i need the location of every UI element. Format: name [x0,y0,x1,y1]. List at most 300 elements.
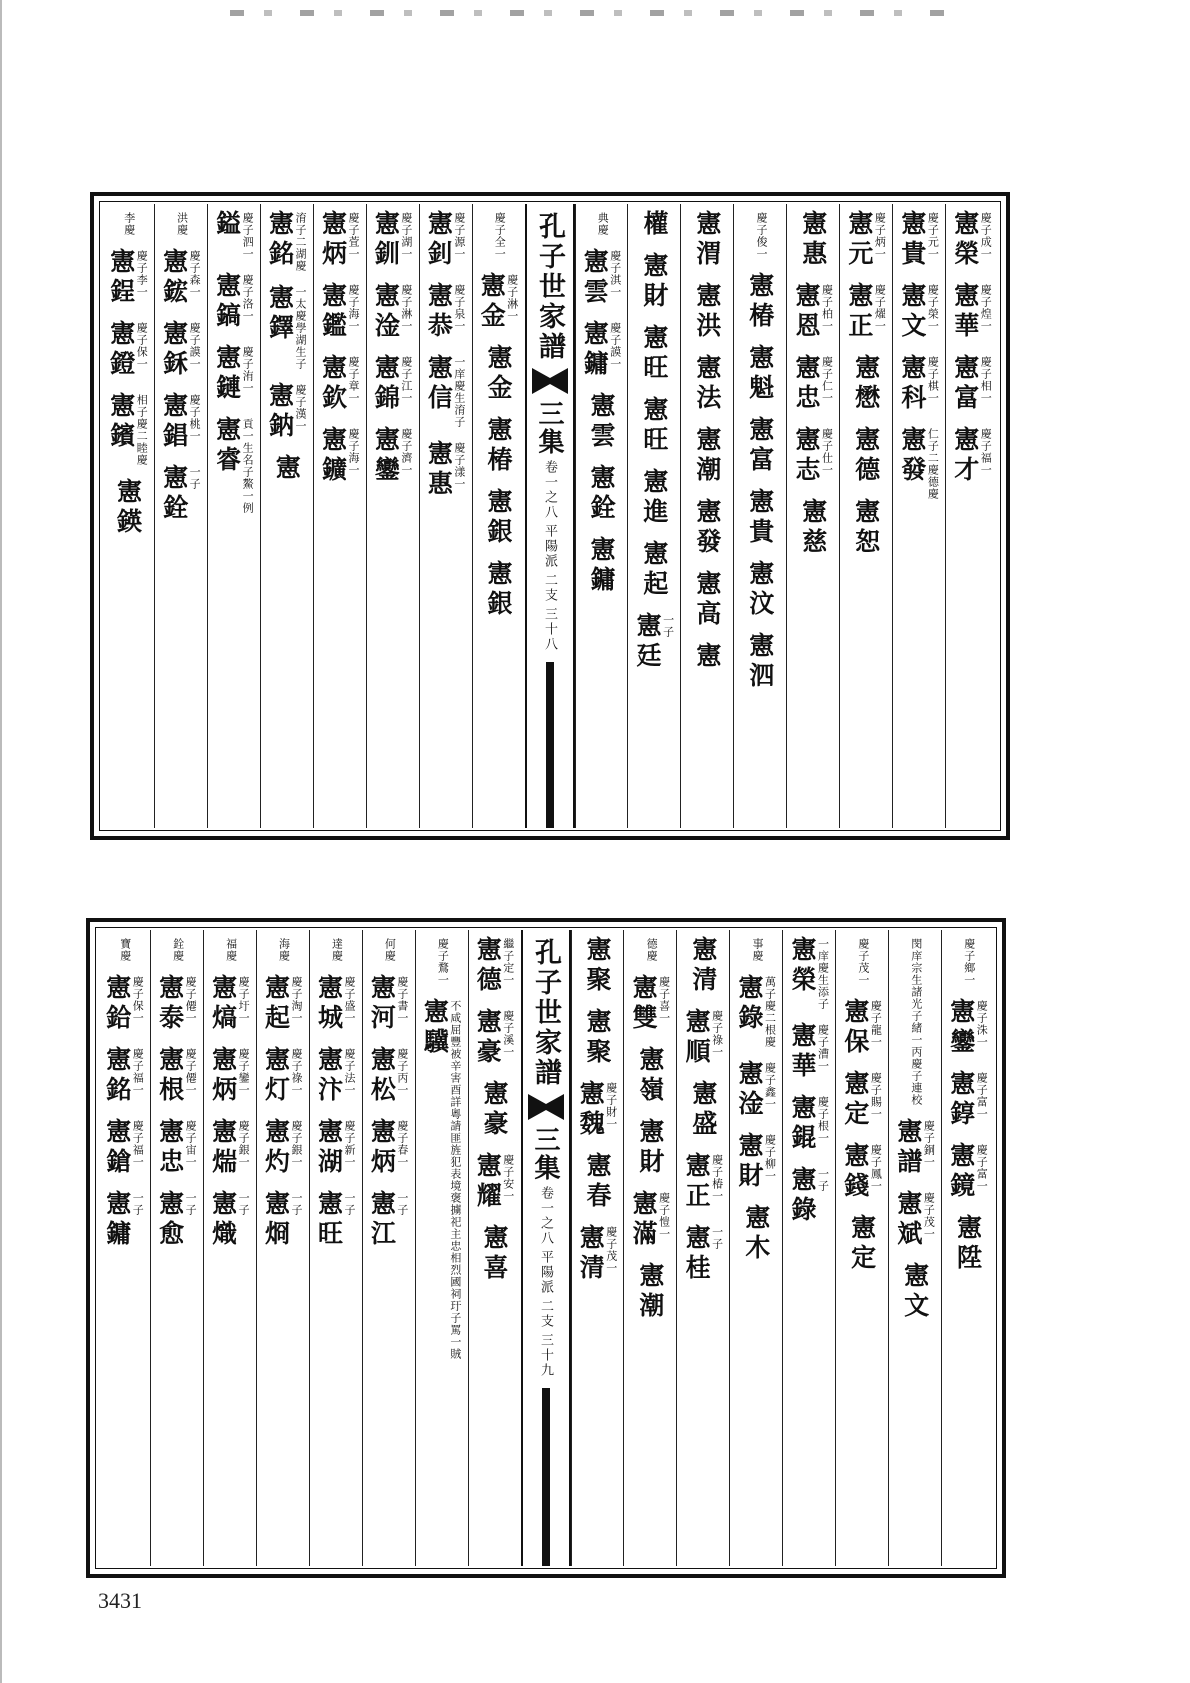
person-name: 憲鑛 [318,426,348,486]
genealogy-entry [369,974,408,1034]
text-column [782,930,835,1566]
person-name: 憲法 [692,354,722,414]
person-name: 憲保 [840,998,870,1058]
genealogy-entry [208,974,251,1034]
person-name: 憲元 [844,210,874,270]
lineage-note: 慶子福一 [131,1120,145,1168]
lineage-note: 何慶 [383,938,397,962]
genealogy-entry [435,936,449,986]
text-column [256,930,309,1566]
lineage-note: 慶子盛一 [342,976,356,1024]
person-name: 憲灯 [261,1046,291,1106]
person-name: 憲熇 [208,974,238,1034]
person-name: 憲鏡 [946,1142,976,1202]
lineage-note: 慶子漢一 [294,384,308,432]
genealogy-entry [117,936,131,962]
person-name: 憲鑾 [371,426,401,486]
lineage-note: 慶子萓一 [346,212,360,260]
genealogy-entry [102,1190,145,1250]
person-name: 憲釧 [371,210,401,270]
book-title: 孔子世家譜 [534,212,565,362]
lineage-note: 慶子銀一 [290,1120,304,1168]
text-column [468,930,521,1566]
genealogy-entry [791,354,834,414]
lineage-note: 慶子賜一 [869,1072,883,1120]
lineage-note: 淯子二湖慶 [294,212,308,272]
genealogy-entry [223,936,237,962]
genealogy-entry [844,210,887,270]
page-number: 3431 [98,1588,142,1613]
lineage-note: 慶子淋一 [399,284,413,332]
lineage-note: 慶子椿一 [710,1154,724,1202]
lineage-note: 慶子俊一 [755,212,769,260]
person-name: 憲金 [477,272,507,332]
lineage-note: 慶子茂一 [604,1226,618,1274]
text-column [623,930,676,1566]
lineage-note: 慶子龍一 [869,1000,883,1048]
person-name: 憲錢 [840,1142,870,1202]
person-name: 憲高 [692,570,722,630]
lineage-note: 一子 [395,1192,409,1216]
person-name: 憲志 [791,426,821,486]
lineage-note: 慶子淋一 [505,274,519,322]
person-name: 憲魁 [745,344,775,404]
person-name: 憲滿 [629,1190,659,1250]
genealogy-entry [106,392,149,466]
fishtail-mark [532,368,568,394]
lineage-note: 一子 [710,1226,724,1250]
person-name: 憲鉿 [102,974,132,1034]
genealogy-entry [329,936,343,962]
person-name: 憲廷 [633,612,663,672]
person-name: 權 [639,210,669,240]
person-name: 憲鋐 [159,248,189,308]
person-name: 憲科 [897,354,927,414]
genealogy-entry [113,478,143,538]
genealogy-entry [426,282,465,342]
person-name: 憲鏞 [580,320,610,380]
person-name: 憲鋥 [106,248,136,308]
center-margin [525,204,575,828]
genealogy-entry [692,642,722,672]
text-column [680,204,733,828]
lineage-note: 慶子保一 [131,976,145,1024]
lineage-note: 慶子榮一 [926,284,940,332]
lineage-note: 慶子安一 [501,1154,515,1202]
lineage-note: 慶子仕一 [820,428,834,476]
person-name: 憲斌 [893,1190,923,1250]
genealogy-entry [745,632,775,692]
person-name: 憲鑑 [318,282,348,342]
genealogy-entry [159,248,202,308]
lineage-note: 慶子僊一 [184,1048,198,1096]
genealogy-entry [745,272,775,332]
genealogy-entry [635,1046,665,1106]
person-name: 憲鐸 [265,284,295,344]
person-name: 憲錕 [787,1094,817,1154]
genealogy-entry [639,210,669,240]
lineage-note: 慶子泉一 [452,284,466,332]
person-name: 憲惠 [798,210,828,270]
person-name: 憲春 [582,1152,612,1212]
genealogy-entry [635,1262,665,1322]
genealogy-entry [582,1008,612,1068]
genealogy-entry [475,936,514,996]
person-name: 憲銓 [159,464,189,524]
person-name: 憲根 [155,1046,185,1106]
text-column [575,204,628,828]
genealogy-entry [265,382,308,442]
lineage-note: 慶子洧一 [241,346,255,394]
lineage-note: 一子 [188,466,202,490]
text-column [892,204,945,828]
lineage-note: 慶子海一 [346,284,360,332]
lineage-note: 典慶 [596,212,610,236]
person-name: 憲炳 [208,1046,238,1106]
lineage-note: 慶子柏一 [820,284,834,332]
person-name: 憲泰 [155,974,185,1034]
person-name: 憲驥 [420,998,450,1058]
lineage-note: 慶子鶩一 [436,938,450,986]
genealogy-entry [741,1204,771,1264]
person-name: 憲忠 [791,354,821,414]
person-name: 憲喜 [480,1224,510,1284]
lineage-note: 慶子宙一 [184,1120,198,1168]
text-column [150,930,203,1566]
genealogy-entry [484,416,514,476]
lineage-note: 慶子濟一 [399,428,413,476]
lineage-note: 慶子富一 [975,1072,989,1120]
text-column [835,930,888,1566]
lineage-note: 一太慶學湖生子 [294,286,308,370]
person-name: 憲鎬 [212,272,242,332]
genealogy-entry [212,416,255,514]
person-name: 憲陞 [953,1214,983,1274]
text-column [729,930,782,1566]
person-name: 憲旺 [639,324,669,384]
text-column [207,204,260,828]
genealogy-entry [844,282,887,342]
genealogy-entry [754,210,768,260]
text-column [627,204,680,828]
person-name: 憲錄 [735,974,764,1034]
person-name: 憲椿 [745,272,775,332]
lineage-note: 慶子煌一 [979,284,993,332]
genealogy-entry [261,974,304,1034]
genealogy-entry [787,1022,830,1082]
genealogy-entry [208,1190,251,1250]
person-name: 憲椿 [484,416,514,476]
genealogy-entry [320,210,359,270]
person-name: 憲洪 [692,282,722,342]
person-name: 憲雙 [629,974,659,1034]
center-sub-branch: 二支 [538,1299,553,1329]
center-leaf: 三十九 [538,1333,553,1378]
person-name: 憲鐙 [106,320,136,380]
lineage-note: 一子 [237,1192,251,1216]
genealogy-entry [582,936,612,996]
genealogy-entry [316,974,355,1034]
person-name: 憲銀 [484,560,514,620]
genealogy-entry [950,354,993,414]
genealogy-entry [787,1166,830,1226]
book-title: 孔子世家譜 [530,938,561,1088]
genealogy-entry [155,974,198,1034]
lineage-note: 一子 [131,1192,145,1216]
genealogy-entry [692,426,722,486]
lineage-note: 慶子茂一 [922,1192,936,1240]
genealogy-entry [639,540,669,600]
person-name: 憲鑌 [106,392,136,452]
person-name: 憲旺 [639,396,669,456]
genealogy-entry [950,210,993,270]
genealogy-entry [639,468,669,528]
person-name: 憲財 [735,1132,764,1192]
lineage-note: 洪慶 [175,212,189,236]
person-name: 憲富 [745,416,775,476]
center-volume: 卷一之八 [542,460,557,520]
lineage-note: 銓慶 [171,938,185,962]
genealogy-entry [897,426,940,500]
lineage-note: 寶慶 [118,938,132,962]
person-name: 憲忠 [155,1118,185,1178]
genealogy-entry [631,974,670,1034]
lineage-note: 慶子仁一 [820,356,834,404]
genealogy-entry [480,1224,510,1284]
text-column [472,204,525,828]
person-name: 憲榮 [950,210,980,270]
lineage-note: 慶子章一 [346,356,360,404]
genealogy-entry [582,320,621,380]
person-name: 憲財 [639,252,669,312]
genealogy-entry [316,1046,355,1106]
text-column [102,204,154,828]
person-name: 憲榮 [787,936,817,996]
genealogy-entry [582,248,621,308]
person-name: 憲炳 [318,210,348,270]
text-column [786,204,839,828]
lineage-note: 慶子鑾一 [237,1048,251,1096]
genealogy-entry [106,320,149,380]
genealogy-entry [692,570,722,630]
lineage-note: 慶子謨一 [188,322,202,370]
genealogy-entry [688,1080,718,1140]
genealogy-entry [159,392,202,452]
text-column [419,204,472,828]
genealogy-entry [692,282,722,342]
person-name: 憲雲 [586,392,616,452]
genealogy-entry [475,1152,514,1212]
lineage-note: 一子 [290,1192,304,1216]
lineage-note: 慶子謨一 [608,322,622,370]
genealogy-entry [426,440,465,500]
genealogy-entry [159,464,202,524]
genealogy-entry [578,1224,617,1284]
genealogy-entry [908,936,922,1106]
person-name: 憲金 [484,344,514,404]
person-name: 憲定 [847,1214,877,1274]
genealogy-entry [595,210,609,236]
center-branch: 平陽派 [538,1250,553,1295]
person-name: 憲灼 [261,1118,291,1178]
person-name: 憲 [272,454,302,484]
genealogy-entry [480,1080,510,1140]
person-name: 憲鍈 [113,478,143,538]
person-name: 憲河 [367,974,397,1034]
genealogy-entry [369,1190,408,1250]
genealogy-entry [320,282,359,342]
person-name: 憲德 [473,936,503,996]
person-name: 憲潮 [692,426,722,486]
lineage-note: 慶子洙一 [975,1000,989,1048]
person-name: 憲鏈 [212,344,242,404]
lineage-note: 慶子根一 [816,1096,830,1144]
person-name: 憲熾 [208,1190,238,1250]
lineage-note: 慶子新一 [342,1120,356,1168]
genealogy-entry [644,936,658,962]
genealogy-entry [484,560,514,620]
genealogy-entry [208,1118,251,1178]
lineage-note: 慶子祿一 [710,1010,724,1058]
person-name: 憲旺 [314,1190,344,1250]
person-name: 憲潮 [635,1262,665,1322]
genealogy-entry [692,354,722,414]
person-name: 憲發 [692,498,722,558]
person-name: 憲豪 [473,1008,503,1068]
lineage-note: 慶子圩一 [237,976,251,1024]
lineage-note: 德慶 [645,938,659,962]
genealogy-entry [382,936,396,962]
genealogy-entry [426,210,465,270]
text-column [888,930,941,1566]
genealogy-entry [840,1142,883,1202]
lineage-note: 慶子鄉一 [962,938,976,986]
person-name: 憲德 [851,426,881,486]
lineage-note: 慶子森一 [188,250,202,298]
person-name: 憲貴 [897,210,927,270]
lineage-note: 慶子祿一 [290,1048,304,1096]
lineage-note: 慶子洛一 [241,274,255,322]
genealogy-entry [745,344,775,404]
genealogy-entry [272,454,302,484]
person-name: 憲淦 [735,1060,764,1120]
person-name: 憲富 [950,354,980,414]
page-columns [98,930,994,1566]
genealogy-entry [684,1224,723,1284]
genealogy-entry [212,210,255,260]
lineage-note: 貢一生名子鰲一例 [241,418,255,514]
text-column [366,204,419,828]
genealogy-entry [840,998,883,1058]
lineage-note: 慶子保一 [135,322,149,370]
person-name: 憲桂 [682,1224,712,1284]
person-name: 憲鑾 [946,998,976,1058]
center-volume: 卷一之八 [538,1186,553,1246]
lineage-note: 慶子元一 [926,212,940,260]
lineage-note: 慶子淘一 [290,976,304,1024]
genealogy-entry [155,1046,198,1106]
genealogy-entry [791,426,834,486]
genealogy-entry [897,282,940,342]
person-name: 憲嶺 [635,1046,665,1106]
person-name: 憲恩 [791,282,821,342]
person-name: 憲文 [900,1262,930,1322]
text-column [415,930,468,1566]
person-name: 憲泗 [745,632,775,692]
person-name: 憲銀 [484,488,514,548]
genealogy-entry [798,210,828,270]
lineage-note: 萬子慶二根慶 [763,976,777,1048]
person-name: 憲欽 [318,354,348,414]
person-name: 憲正 [682,1152,712,1212]
lineage-note: 一子 [184,1192,198,1216]
lineage-note: 事慶 [751,938,765,962]
genealogy-entry [492,210,506,260]
lineage-note: 慶子銀一 [237,1120,251,1168]
person-name: 憲財 [635,1118,665,1178]
person-name: 憲正 [844,282,874,342]
person-name: 憲錞 [946,1070,976,1130]
text-column [733,204,786,828]
genealogy-entry [121,210,135,236]
genealogy-entry [635,1118,665,1178]
person-name: 憲鎗 [102,1118,132,1178]
text-column [571,930,624,1566]
genealogy-entry [851,498,881,558]
lineage-note: 慶子富一 [975,1144,989,1192]
lineage-note: 慶子茂一 [856,938,870,986]
lineage-note: 慶子愷一 [657,1192,671,1240]
person-name: 憲聚 [582,1008,612,1068]
genealogy-entry [692,498,722,558]
genealogy-entry [102,1046,145,1106]
person-name: 憲渭 [692,210,722,270]
lineage-note: 李慶 [122,212,136,236]
genealogy-entry [798,498,828,558]
genealogy-entry [422,998,461,1360]
lineage-note: 慶子春一 [395,1120,409,1168]
genealogy-entry [635,612,674,672]
genealogy-entry [787,1094,830,1154]
lineage-note: 慶子桃一 [188,394,202,442]
lineage-note: 慶子丙一 [395,1048,409,1096]
person-name: 憲汴 [314,1046,344,1106]
person-name: 憲錦 [371,354,401,414]
genealogy-entry [851,426,881,486]
text-column [154,204,207,828]
person-name: 憲華 [787,1022,817,1082]
genealogy-entry [745,488,775,548]
center-sub-branch: 二支 [542,573,557,603]
person-name: 憲盛 [688,1080,718,1140]
genealogy-entry [897,354,940,414]
lineage-note: 閔庠宗生諸光子緒一丙慶子連校 [909,938,923,1106]
genealogy-entry [369,1118,408,1178]
genealogy-entry [106,248,149,308]
person-name: 憲睿 [212,416,242,476]
lineage-note: 慶子成一 [979,212,993,260]
genealogy-page-top [90,192,1010,840]
person-name: 憲松 [367,1046,397,1106]
person-name: 憲發 [897,426,927,486]
genealogy-entry [586,536,616,596]
lineage-note: 慶子福一 [979,428,993,476]
genealogy-entry [484,344,514,404]
person-name: 憲烱 [261,1190,291,1250]
text-column [362,930,415,1566]
lineage-note: 慶子鳳一 [869,1144,883,1192]
person-name: 憲恭 [424,282,454,342]
